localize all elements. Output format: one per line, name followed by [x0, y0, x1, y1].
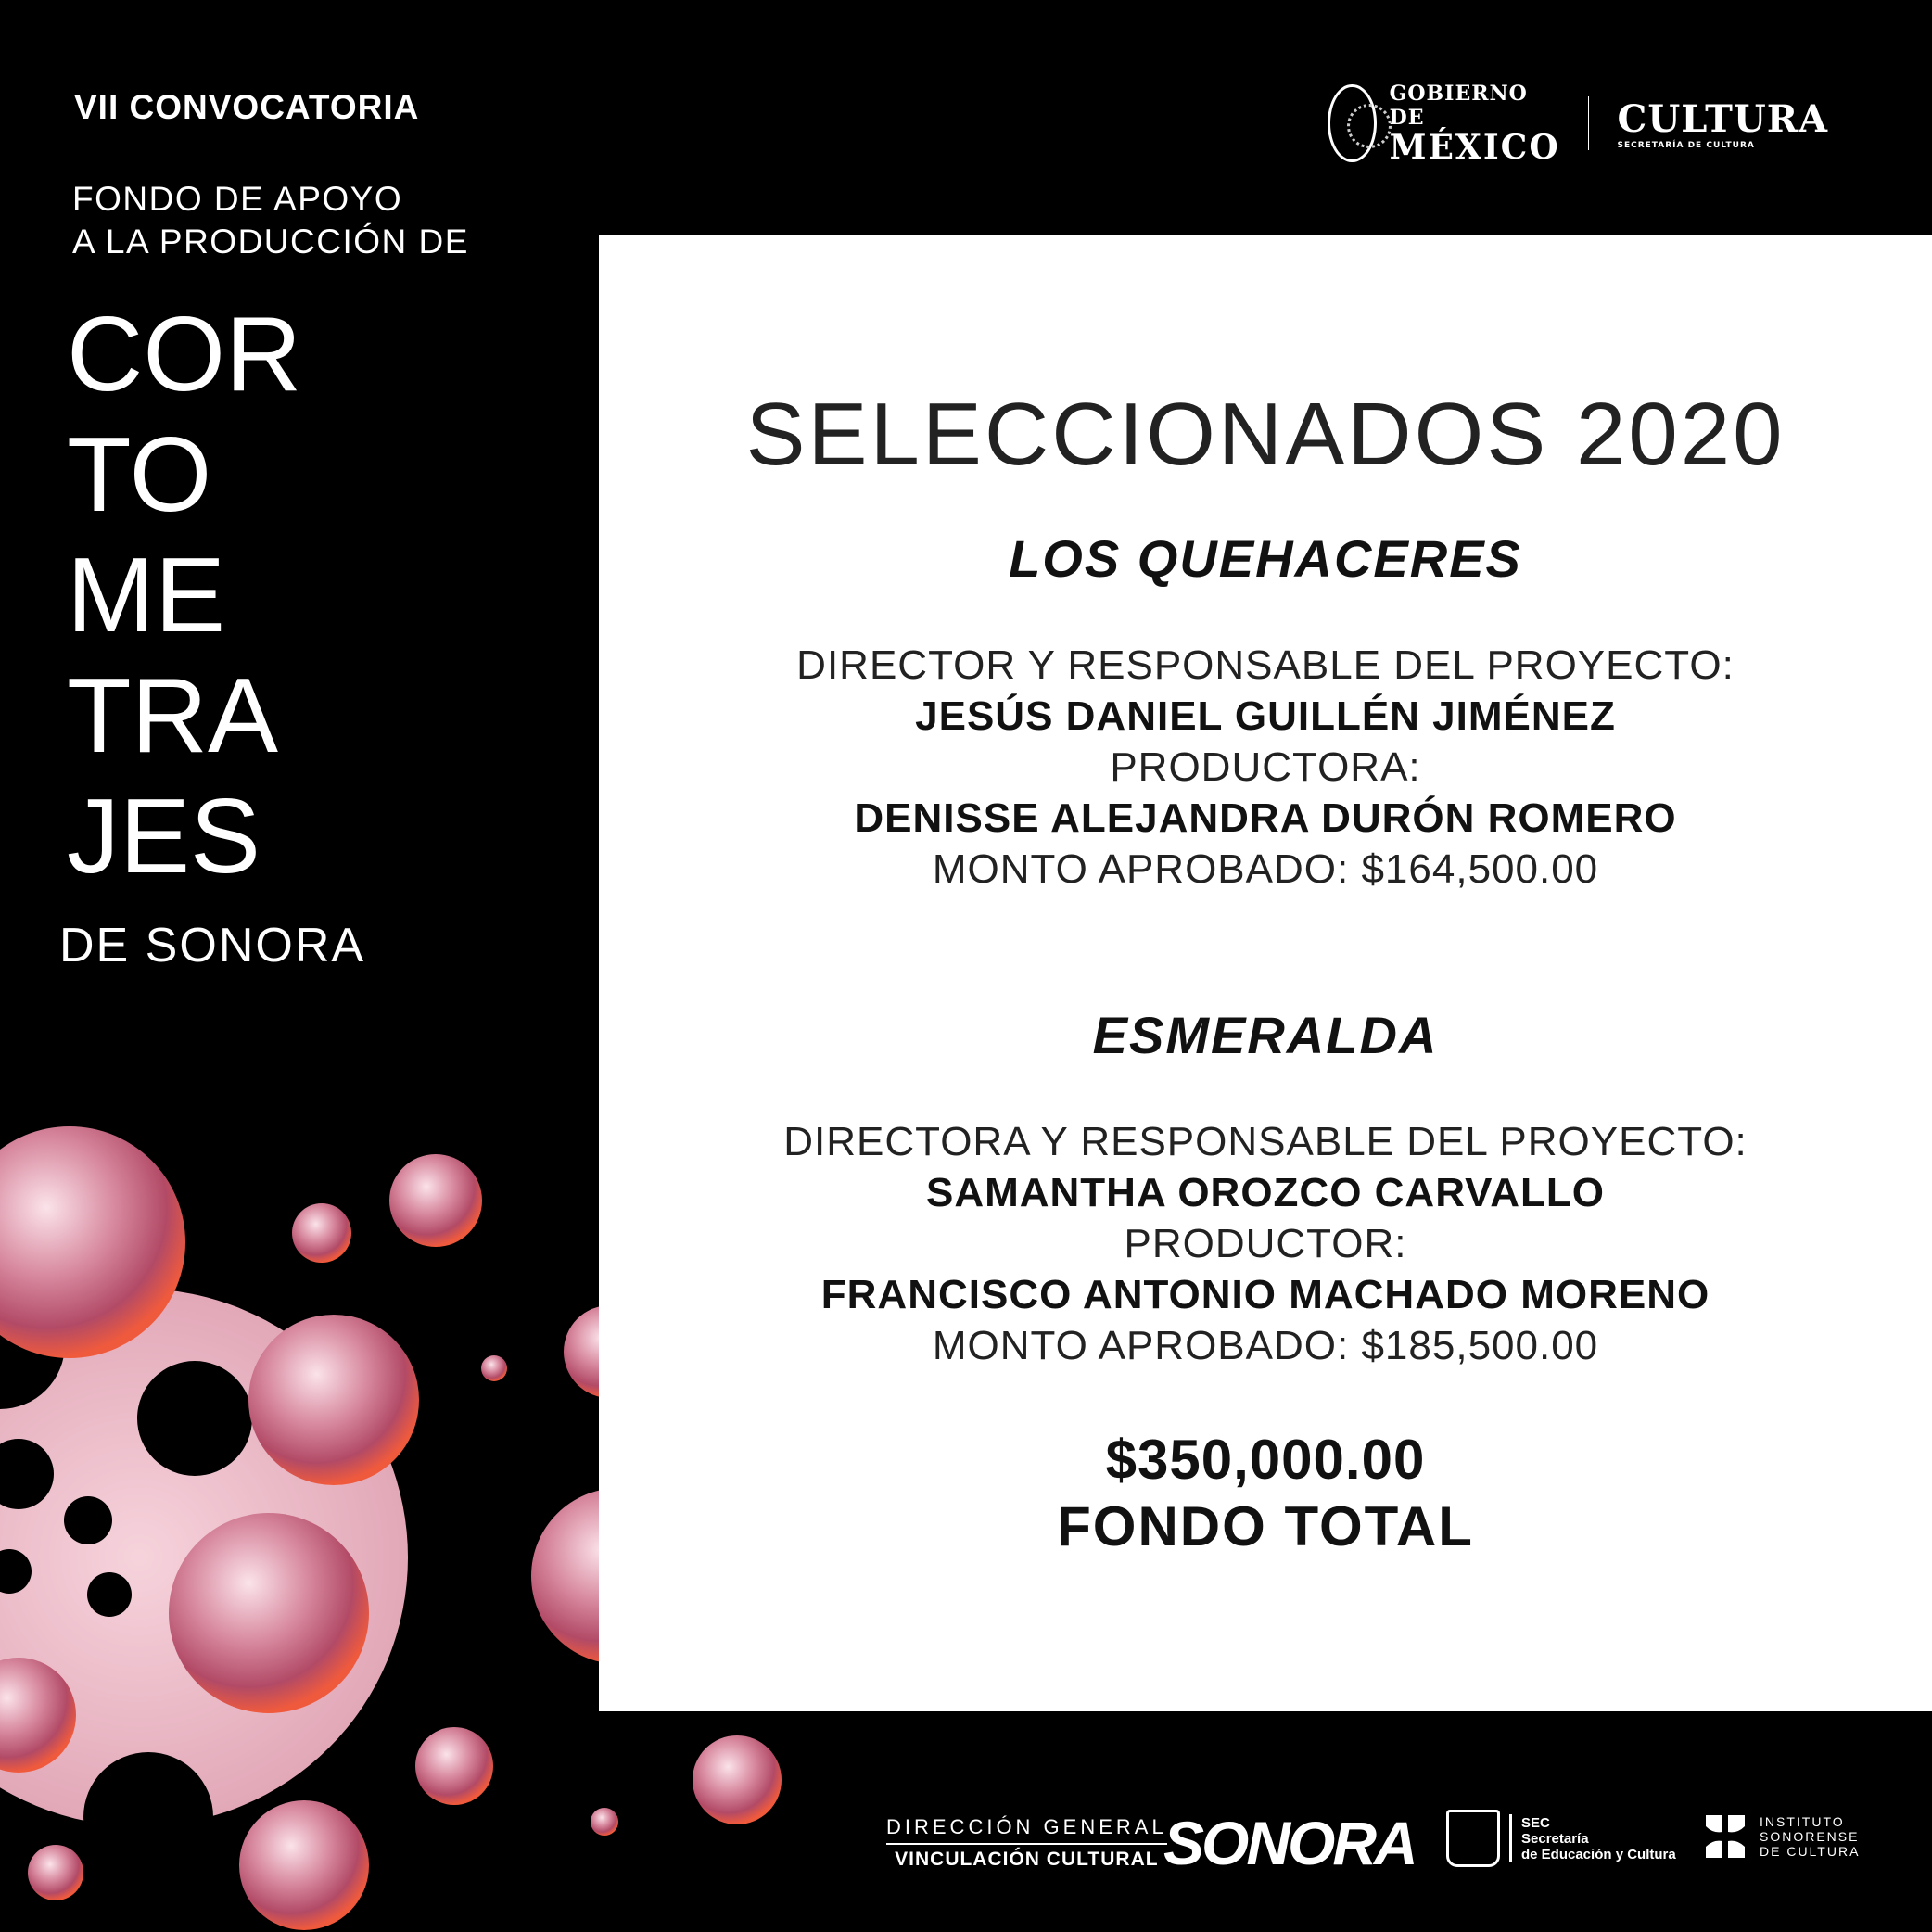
hole — [64, 1496, 112, 1544]
bubble — [481, 1355, 507, 1381]
producer-label: PRODUCTORA: — [1110, 744, 1421, 790]
vinculacion-cultural-logo — [886, 1815, 1167, 1871]
cortometrajes-title — [67, 295, 301, 897]
cultura-text — [1617, 97, 1828, 150]
gobierno-text — [1390, 82, 1560, 165]
bubble — [239, 1800, 369, 1930]
sonora-logo: SONORA — [1163, 1809, 1416, 1877]
bubble — [693, 1735, 782, 1824]
isc-logo — [1702, 1811, 1860, 1862]
isc-line-2: SONORENSE — [1760, 1829, 1860, 1844]
isc-text — [1760, 1814, 1860, 1859]
dgvc-line-1: DIRECCIÓN GENERAL — [886, 1815, 1167, 1845]
bubble — [169, 1513, 369, 1713]
hole — [83, 1752, 213, 1882]
hole — [87, 1572, 132, 1617]
title-line: JES — [67, 778, 261, 896]
sec-line-2: Secretaría — [1521, 1830, 1589, 1847]
total-label: FONDO TOTAL — [1057, 1495, 1474, 1557]
sec-logo — [1446, 1810, 1676, 1867]
director-name: SAMANTHA OROZCO CARVALLO — [925, 1170, 1606, 1215]
mexico-seal-icon — [1328, 84, 1377, 162]
bubble — [248, 1315, 419, 1485]
title-line: ME — [67, 537, 225, 655]
bubble — [28, 1845, 83, 1900]
fondo-line-1: FONDO DE APOYO — [72, 180, 403, 218]
convocatoria-label: VII CONVOCATORIA — [74, 88, 420, 126]
bubble — [389, 1154, 482, 1247]
selected-projects-panel — [599, 235, 1932, 1711]
gobierno-line-1: GOBIERNO DE — [1389, 82, 1528, 130]
bubble — [292, 1203, 351, 1263]
bubble — [591, 1808, 618, 1836]
bubble — [415, 1727, 493, 1805]
total-amount: $350,000.00 — [1105, 1429, 1426, 1491]
title-line: COR — [67, 296, 302, 413]
panel-title: SELECCIONADOS 2020 — [745, 385, 1786, 484]
producer-name: FRANCISCO ANTONIO MACHADO MORENO — [820, 1272, 1710, 1317]
hole — [137, 1361, 252, 1476]
project-details — [599, 640, 1932, 895]
cultura-label: CULTURA — [1617, 96, 1828, 141]
director-label: DIRECTOR Y RESPONSABLE DEL PROYECTO: — [796, 642, 1735, 688]
title-line: TRA — [67, 657, 278, 775]
de-sonora-subtitle: DE SONORA — [59, 919, 366, 972]
project-details — [599, 1116, 1932, 1371]
logo-divider — [1588, 96, 1590, 150]
approved-amount: MONTO APROBADO: $164,500.00 — [932, 846, 1599, 892]
logo-divider — [1509, 1814, 1512, 1862]
sec-line-1: SEC — [1521, 1814, 1550, 1831]
project-name: ESMERALDA — [1092, 1006, 1439, 1064]
isc-line-1: INSTITUTO — [1760, 1814, 1845, 1829]
isc-mark-icon — [1702, 1811, 1748, 1862]
title-line: TO — [67, 416, 212, 534]
approved-amount: MONTO APROBADO: $185,500.00 — [932, 1323, 1599, 1368]
sec-line-3: de Educación y Cultura — [1521, 1846, 1676, 1862]
gobierno-line-2: MÉXICO — [1389, 128, 1560, 167]
producer-name: DENISSE ALEJANDRA DURÓN ROMERO — [854, 795, 1677, 841]
cultura-sub-label: SECRETARÍA DE CULTURA — [1617, 140, 1755, 150]
gobierno-mexico-logo — [1328, 82, 1828, 165]
shield-icon — [1446, 1810, 1500, 1867]
project-name: LOS QUEHACERES — [1009, 529, 1522, 588]
director-name: JESÚS DANIEL GUILLÉN JIMÉNEZ — [915, 693, 1616, 739]
producer-label: PRODUCTOR: — [1124, 1221, 1407, 1266]
isc-line-3: DE CULTURA — [1760, 1844, 1861, 1859]
sec-text — [1521, 1815, 1676, 1862]
director-label: DIRECTORA Y RESPONSABLE DEL PROYECTO: — [783, 1119, 1748, 1164]
fondo-heading — [72, 178, 469, 263]
fondo-line-2: A LA PRODUCCIÓN DE — [72, 222, 469, 261]
dgvc-line-2: VINCULACIÓN CULTURAL — [895, 1849, 1159, 1870]
